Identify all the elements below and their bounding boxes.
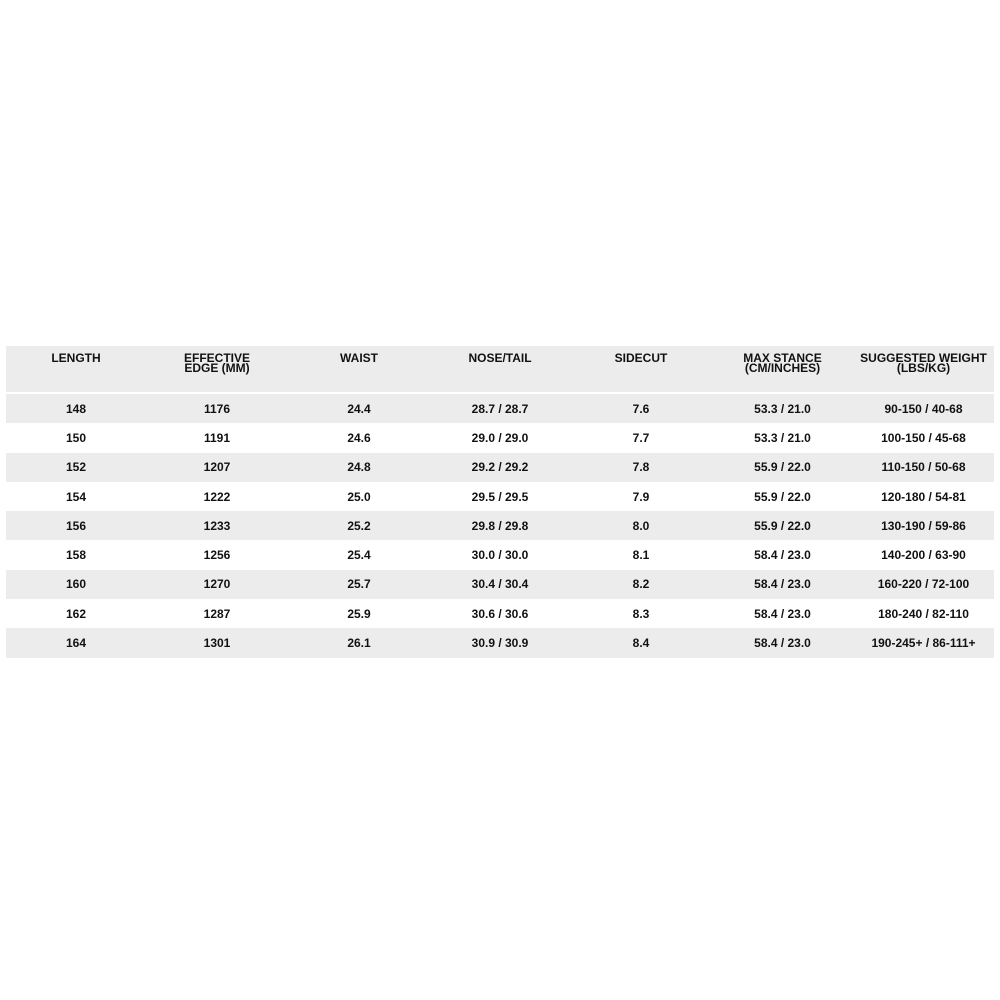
cell-length: 158 [6,540,146,569]
table-row [6,570,994,599]
cell-sidecut: 8.0 [570,511,712,540]
cell-length: 150 [6,423,146,452]
cell-waist: 25.0 [288,482,430,511]
table-row [6,423,994,452]
header-effective-edge: EFFECTIVE EDGE (MM) [146,346,288,393]
cell-sidecut: 7.9 [570,482,712,511]
cell-sidecut: 7.8 [570,453,712,482]
table-row [6,482,994,511]
table-row [6,393,994,423]
cell-max-stance: 58.4 / 23.0 [712,540,853,569]
cell-effective-edge: 1301 [146,628,288,657]
cell-nose-tail: 30.6 / 30.6 [430,599,570,628]
cell-length: 160 [6,570,146,599]
cell-nose-tail: 30.9 / 30.9 [430,628,570,657]
cell-length: 154 [6,482,146,511]
table-row [6,511,994,540]
cell-max-stance: 58.4 / 23.0 [712,570,853,599]
cell-suggested-weight: 90-150 / 40-68 [853,393,994,423]
cell-suggested-weight: 110-150 / 50-68 [853,453,994,482]
table-row [6,453,994,482]
cell-length: 148 [6,393,146,423]
cell-max-stance: 53.3 / 21.0 [712,393,853,423]
cell-suggested-weight: 100-150 / 45-68 [853,423,994,452]
header-nose-tail: NOSE/TAIL [430,346,570,393]
table-row [6,628,994,657]
cell-sidecut: 8.1 [570,540,712,569]
cell-effective-edge: 1287 [146,599,288,628]
cell-waist: 25.9 [288,599,430,628]
cell-effective-edge: 1270 [146,570,288,599]
cell-effective-edge: 1176 [146,393,288,423]
cell-waist: 26.1 [288,628,430,657]
cell-effective-edge: 1207 [146,453,288,482]
cell-suggested-weight: 120-180 / 54-81 [853,482,994,511]
cell-max-stance: 58.4 / 23.0 [712,599,853,628]
cell-nose-tail: 29.2 / 29.2 [430,453,570,482]
cell-suggested-weight: 180-240 / 82-110 [853,599,994,628]
cell-max-stance: 58.4 / 23.0 [712,628,853,657]
cell-suggested-weight: 130-190 / 59-86 [853,511,994,540]
cell-effective-edge: 1222 [146,482,288,511]
cell-length: 162 [6,599,146,628]
cell-effective-edge: 1256 [146,540,288,569]
size-spec-table [6,346,994,658]
cell-max-stance: 55.9 / 22.0 [712,453,853,482]
cell-nose-tail: 28.7 / 28.7 [430,393,570,423]
cell-length: 156 [6,511,146,540]
header-waist: WAIST [288,346,430,393]
cell-effective-edge: 1191 [146,423,288,452]
cell-nose-tail: 30.0 / 30.0 [430,540,570,569]
cell-length: 164 [6,628,146,657]
cell-nose-tail: 29.5 / 29.5 [430,482,570,511]
cell-suggested-weight: 190-245+ / 86-111+ [853,628,994,657]
header-suggested-weight: SUGGESTED WEIGHT (LBS/KG) [853,346,994,393]
cell-suggested-weight: 160-220 / 72-100 [853,570,994,599]
cell-nose-tail: 29.8 / 29.8 [430,511,570,540]
header-sidecut: SIDECUT [570,346,712,393]
cell-max-stance: 53.3 / 21.0 [712,423,853,452]
header-max-stance: MAX STANCE (CM/INCHES) [712,346,853,393]
cell-sidecut: 7.6 [570,393,712,423]
cell-waist: 25.4 [288,540,430,569]
cell-max-stance: 55.9 / 22.0 [712,482,853,511]
cell-suggested-weight: 140-200 / 63-90 [853,540,994,569]
cell-sidecut: 8.4 [570,628,712,657]
cell-waist: 25.2 [288,511,430,540]
cell-sidecut: 8.2 [570,570,712,599]
cell-length: 152 [6,453,146,482]
table-row [6,599,994,628]
header-row [6,346,994,393]
cell-waist: 24.4 [288,393,430,423]
cell-sidecut: 7.7 [570,423,712,452]
cell-waist: 25.7 [288,570,430,599]
cell-waist: 24.8 [288,453,430,482]
cell-nose-tail: 29.0 / 29.0 [430,423,570,452]
cell-waist: 24.6 [288,423,430,452]
cell-nose-tail: 30.4 / 30.4 [430,570,570,599]
header-length: LENGTH [6,346,146,393]
table-row [6,540,994,569]
cell-max-stance: 55.9 / 22.0 [712,511,853,540]
cell-sidecut: 8.3 [570,599,712,628]
cell-effective-edge: 1233 [146,511,288,540]
